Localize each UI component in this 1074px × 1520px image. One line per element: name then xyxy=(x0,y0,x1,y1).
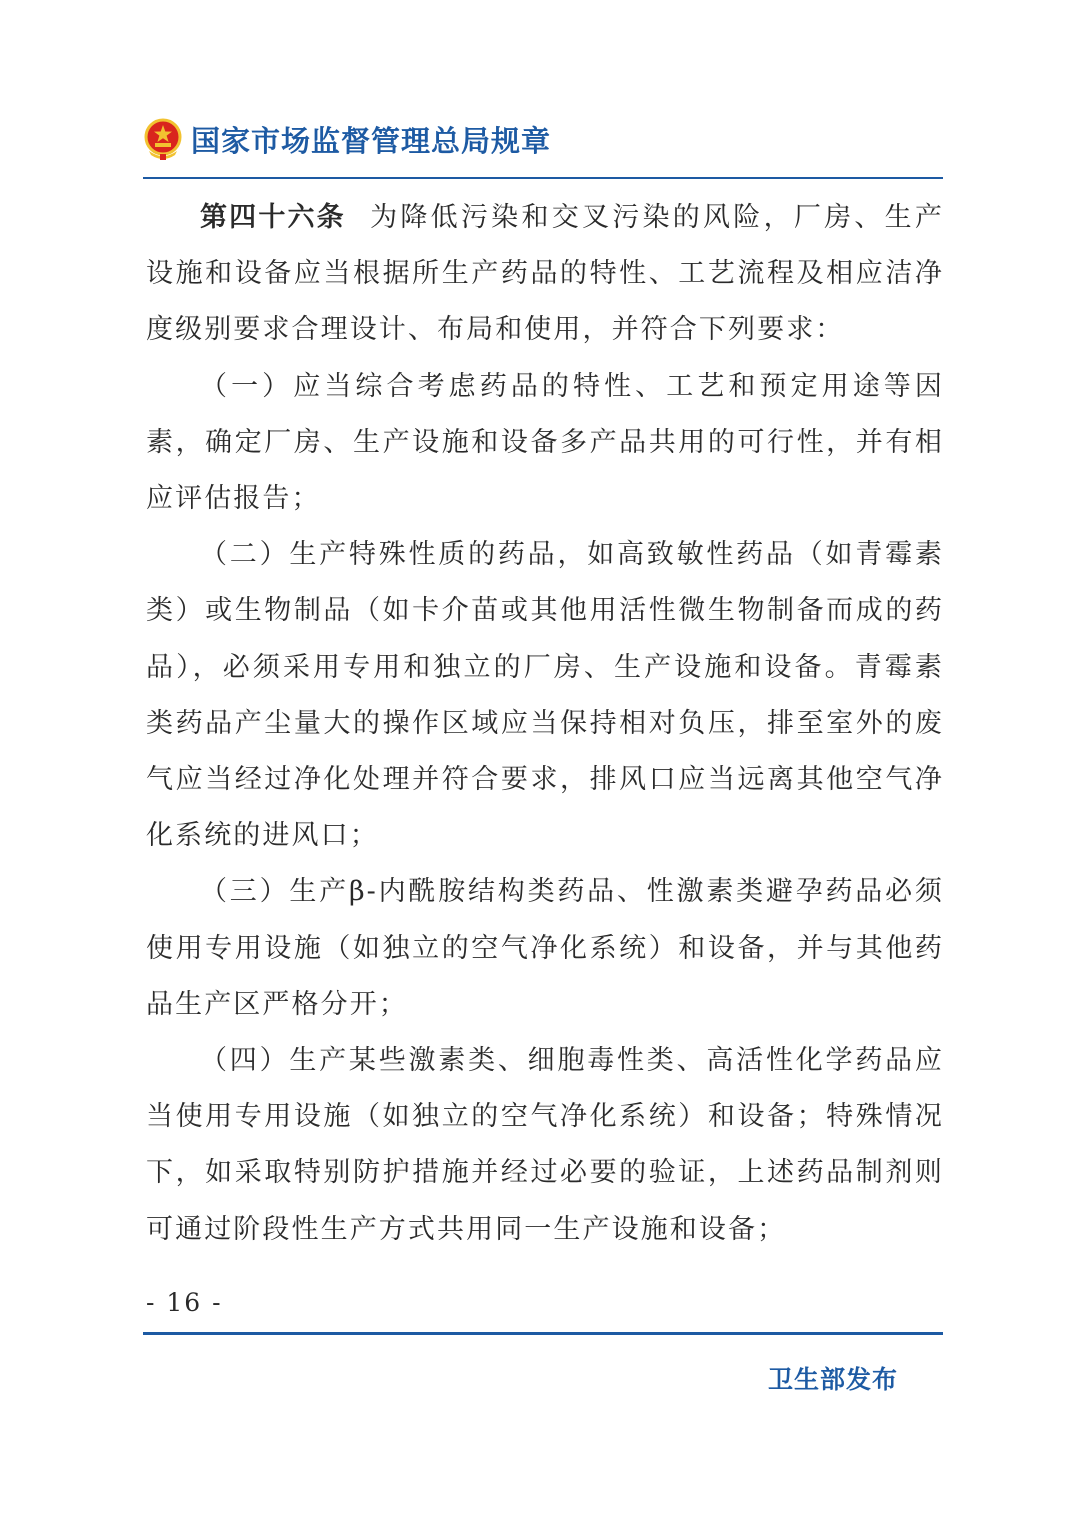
page-number: - 16 - xyxy=(146,1288,223,1317)
header-divider xyxy=(143,177,943,179)
article-item: （二）生产特殊性质的药品，如高致敏性药品（如青霉素类）或生物制品（如卡介苗或其他用活性微生物制备而成的药品），必须采用专用和独立的厂房、生产设施和设备。青霉素类药品产尘量大的操作区域应当保持相对负压，排至室外的废气应当经过净化处理并符合要求，排风口应当远离其他空气净化系统的进风口； xyxy=(146,539,944,852)
article-number: 第四十六条 xyxy=(200,202,346,233)
publisher-label: 卫生部发布 xyxy=(767,1365,898,1394)
footer-divider xyxy=(143,1332,943,1335)
article-intro-paragraph xyxy=(146,190,944,359)
document-body xyxy=(146,190,944,1258)
page-header xyxy=(143,112,943,166)
national-emblem-icon xyxy=(143,117,183,161)
article-item: （三）生产β-内酰胺结构类药品、性激素类避孕药品必须使用专用设施（如独立的空气净化系统）和设备，并与其他药品生产区严格分开； xyxy=(146,876,944,1020)
article-intro-text: 为降低污染和交叉污染的风险，厂房、生产设施和设备应当根据所生产药品的特性、工艺流程及相应洁净度级别要求合理设计、布局和使用，并符合下列要求： xyxy=(146,202,944,346)
article-item: （四）生产某些激素类、细胞毒性类、高活性化学药品应当使用专用设施（如独立的空气净化系统）和设备；特殊情况下，如采取特别防护措施并经过必要的验证，上述药品制剂则可通过阶段性生产方式共用同一生产设施和设备； xyxy=(146,1045,944,1245)
article-item: （一）应当综合考虑药品的特性、工艺和预定用途等因素，确定厂房、生产设施和设备多产品共用的可行性，并有相应评估报告； xyxy=(146,370,944,515)
header-title: 国家市场监督管理总局规章 xyxy=(191,123,552,158)
